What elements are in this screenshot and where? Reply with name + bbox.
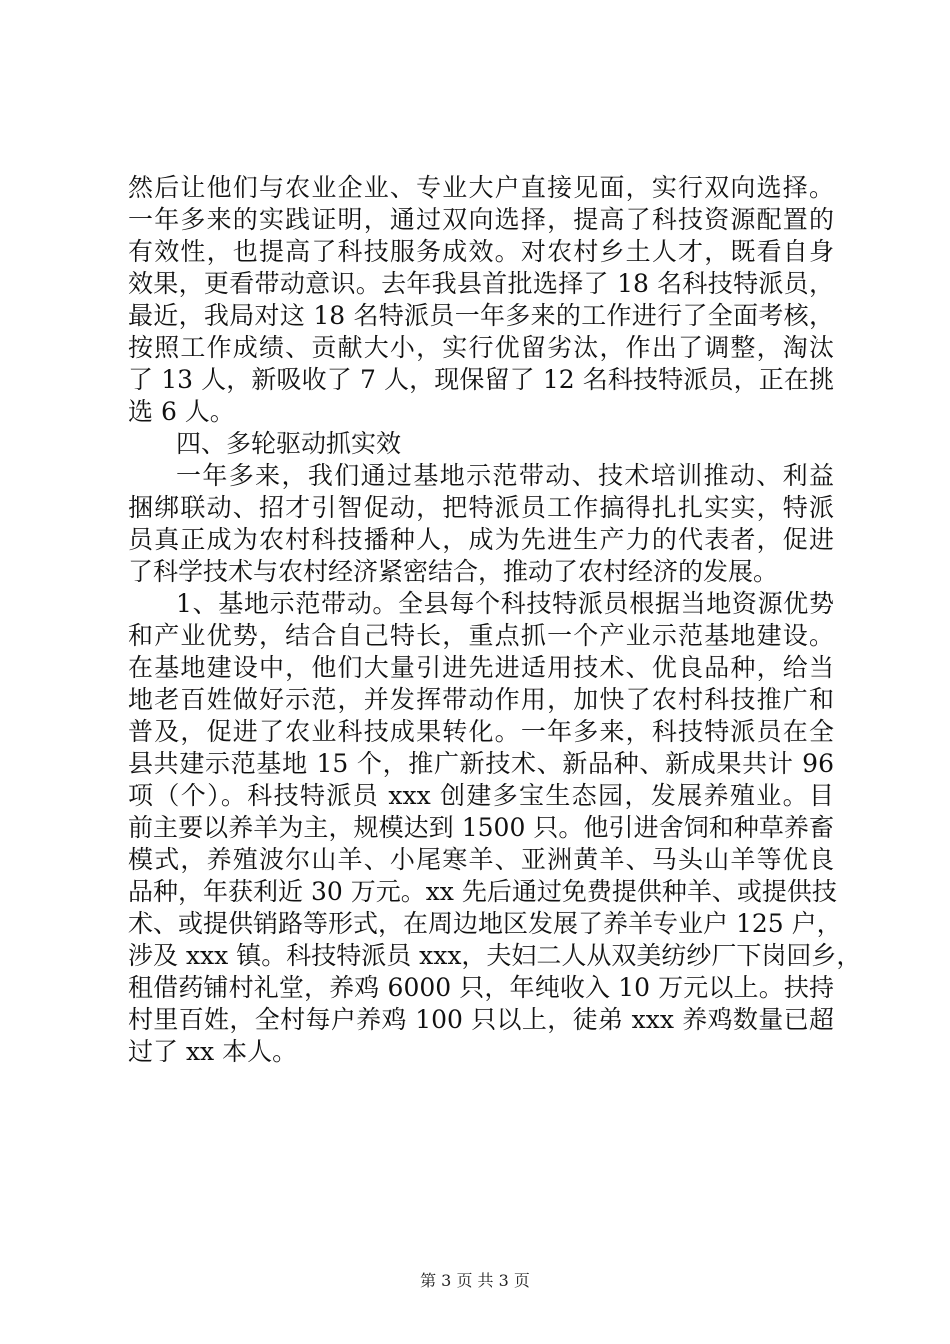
text-line: 和产业优势，结合自己特长，重点抓一个产业示范基地建设。: [128, 621, 834, 650]
text-line: 按照工作成绩、贡献大小，实行优留劣汰，作出了调整，淘汰: [128, 333, 834, 362]
text-line: 前主要以养羊为主，规模达到 1500 只。他引进舍饲和种草养畜: [128, 813, 834, 842]
text-line: 了科学技术与农村经济紧密结合，推动了农村经济的发展。: [128, 557, 779, 586]
document-body: [128, 172, 862, 1068]
text-line: 涉及 xxx 镇。科技特派员 xxx，夫妇二人从双美纺纱厂下岗回乡，: [128, 941, 862, 970]
text-line: 在基地建设中，他们大量引进先进适用技术、优良品种，给当: [128, 653, 834, 682]
text-line: 一年多来，我们通过基地示范带动、技术培训推动、利益: [176, 461, 834, 490]
text-line: 员真正成为农村科技播种人，成为先进生产力的代表者，促进: [128, 525, 834, 554]
text-line: 县共建示范基地 15 个，推广新技术、新品种、新成果共计 96: [128, 749, 834, 778]
text-line: 最近，我局对这 18 名特派员一年多来的工作进行了全面考核，: [128, 301, 834, 330]
text-line: 捆绑联动、招才引智促动，把特派员工作搞得扎扎实实，特派: [128, 493, 834, 522]
text-line: 品种，年获利近 30 万元。xx 先后通过免费提供种羊、或提供技: [128, 877, 837, 906]
text-line: 村里百姓，全村每户养鸡 100 只以上，徒弟 xxx 养鸡数量已超: [128, 1005, 834, 1034]
text-line: 了 13 人，新吸收了 7 人，现保留了 12 名科技特派员，正在挑: [128, 365, 834, 394]
text-line: 然后让他们与农业企业、专业大户直接见面，实行双向选择。: [128, 173, 834, 202]
text-line: 四、多轮驱动抓实效: [176, 429, 402, 458]
text-line: 普及，促进了农业科技成果转化。一年多来，科技特派员在全: [128, 717, 834, 746]
text-line: 地老百姓做好示范，并发挥带动作用，加快了农村科技推广和: [128, 685, 834, 714]
text-line: 一年多来的实践证明，通过双向选择，提高了科技资源配置的: [128, 205, 834, 234]
text-line: 术、或提供销路等形式，在周边地区发展了养羊专业户 125 户，: [128, 909, 842, 938]
text-line: 效果，更看带动意识。去年我县首批选择了 18 名科技特派员，: [128, 269, 834, 298]
text-line: 1、基地示范带动。全县每个科技特派员根据当地资源优势: [176, 589, 834, 618]
page-footer: 第 3 页 共 3 页: [420, 1271, 530, 1290]
text-line: 选 6 人。: [128, 397, 235, 426]
text-line: 有效性，也提高了科技服务成效。对农村乡土人才，既看自身: [128, 237, 834, 266]
text-line: 过了 xx 本人。: [128, 1037, 298, 1066]
text-line: 项（个）。科技特派员 xxx 创建多宝生态园，发展养殖业。目: [128, 781, 834, 810]
text-line: 模式，养殖波尔山羊、小尾寒羊、亚洲黄羊、马头山羊等优良: [128, 845, 834, 874]
text-line: 租借药铺村礼堂，养鸡 6000 只，年纯收入 10 万元以上。扶持: [128, 973, 834, 1002]
